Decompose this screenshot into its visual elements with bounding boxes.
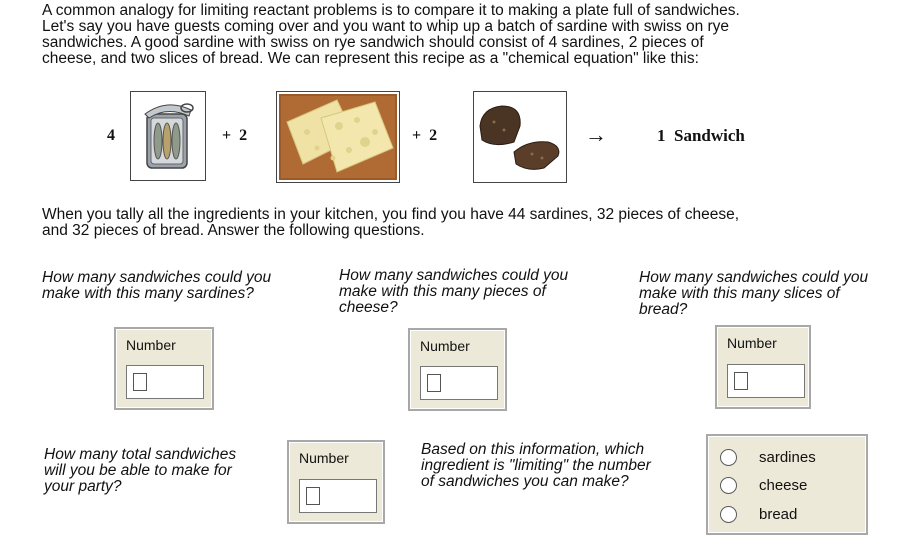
product-sandwich: 1 Sandwich	[657, 126, 745, 145]
intro-line: sandwiches. A good sardine with swiss on rye sandwich should consist of 4 sardines, 2 pieces of	[42, 34, 704, 51]
text-cursor-box	[306, 487, 320, 505]
tally-paragraph	[42, 207, 862, 239]
sardines-number-input[interactable]	[126, 365, 204, 399]
tally-line: and 32 pieces of bread. Answer the following questions.	[42, 222, 425, 239]
option-sardines[interactable]	[720, 446, 816, 468]
sardine-tin-image	[130, 91, 206, 181]
question-line: How many sandwiches could you	[42, 269, 272, 286]
limiting-ingredient-choice	[706, 434, 868, 535]
question-line: Based on this information, which	[421, 441, 645, 458]
coef-bread: 2	[429, 127, 438, 144]
question-line: your party?	[44, 478, 122, 495]
question-line: make with this many sardines?	[42, 285, 254, 302]
coef-sardines: 4	[107, 127, 115, 144]
bread-icon	[474, 92, 566, 182]
total-number-box	[287, 440, 385, 524]
coef-cheese: 2	[239, 127, 248, 144]
total-number-input[interactable]	[299, 479, 377, 513]
cheese-icon	[277, 92, 399, 182]
radio-button-icon[interactable]	[720, 449, 737, 466]
rye-bread-image	[473, 91, 567, 183]
cheese-number-input[interactable]	[420, 366, 498, 400]
question-line: will you be able to make for	[44, 462, 232, 479]
question-line: of sandwiches you can make?	[421, 473, 629, 490]
question-total	[44, 447, 236, 495]
question-line: ingredient is "limiting" the number	[421, 457, 651, 474]
option-label: cheese	[759, 476, 808, 494]
number-label: Number	[727, 335, 777, 351]
question-line: cheese?	[339, 299, 398, 316]
intro-line: cheese, and two slices of bread. We can represent this recipe as a "chemical equation" like this:	[42, 50, 699, 67]
plus-symbol: +	[412, 127, 422, 144]
question-cheese	[339, 268, 568, 316]
text-cursor-box	[734, 372, 748, 390]
radio-button-icon[interactable]	[720, 506, 737, 523]
sardines-number-box	[114, 327, 214, 410]
number-label: Number	[126, 337, 176, 353]
question-line: How many total sandwiches	[44, 446, 237, 463]
question-bread	[639, 270, 868, 318]
question-sardines	[42, 270, 271, 302]
text-cursor-box	[427, 374, 441, 392]
bread-number-input[interactable]	[727, 364, 805, 398]
question-line: bread?	[639, 301, 688, 318]
question-line: How many sandwiches could you	[639, 269, 869, 286]
intro-line: Let's say you have guests coming over and you want to whip up a batch of sardine with swiss on rye	[42, 18, 730, 35]
cheese-slices-image	[276, 91, 400, 183]
question-line: make with this many pieces of	[339, 283, 546, 300]
intro-paragraph	[42, 3, 862, 67]
tally-line: When you tally all the ingredients in your kitchen, you find you have 44 sardines, 32 pieces of cheese,	[42, 206, 740, 223]
cheese-number-box	[408, 328, 507, 411]
reaction-arrow: →	[585, 122, 607, 147]
question-line: How many sandwiches could you	[339, 267, 569, 284]
radio-button-icon[interactable]	[720, 477, 737, 494]
option-cheese[interactable]	[720, 474, 807, 496]
bread-number-box	[715, 325, 811, 409]
sardine-tin-icon	[131, 92, 205, 180]
number-label: Number	[299, 450, 349, 466]
question-line: make with this many slices of	[639, 285, 840, 302]
plus-sign	[222, 127, 247, 145]
option-bread[interactable]	[720, 503, 797, 525]
plus-sign	[412, 127, 437, 145]
option-label: sardines	[759, 448, 816, 466]
intro-line: A common analogy for limiting reactant problems is to compare it to making a plate full of sandwiches.	[42, 2, 740, 19]
question-limiting	[421, 442, 651, 490]
option-label: bread	[759, 505, 798, 523]
plus-symbol: +	[222, 127, 232, 144]
text-cursor-box	[133, 373, 147, 391]
number-label: Number	[420, 338, 470, 354]
